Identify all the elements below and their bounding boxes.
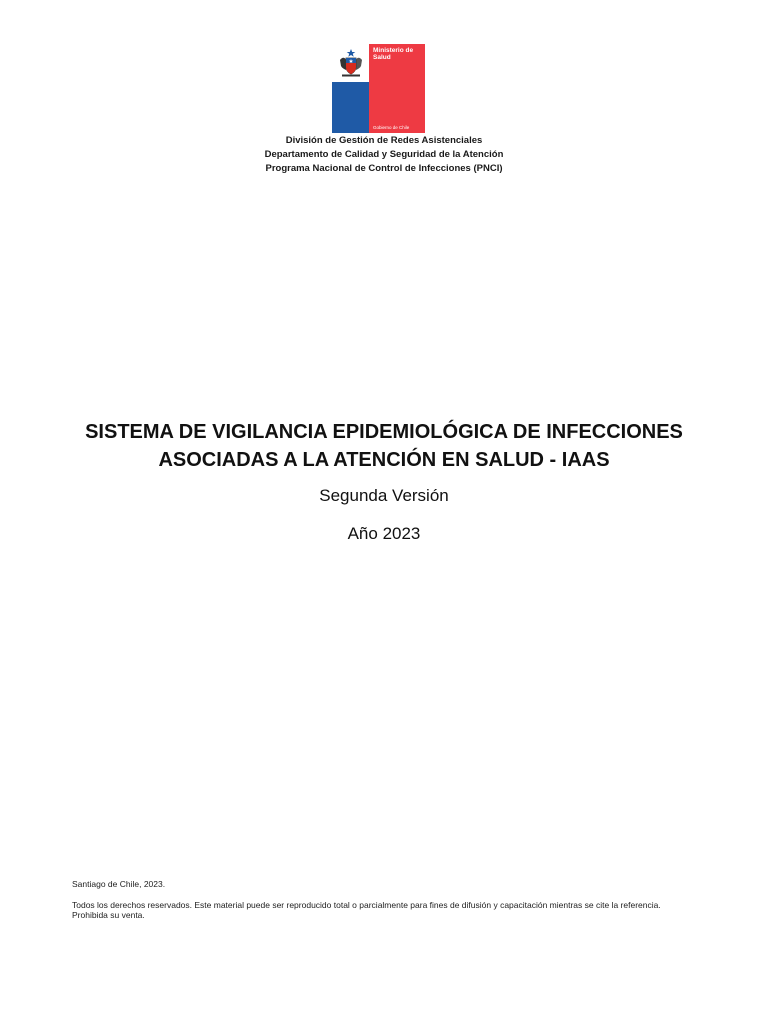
ministry-logo <box>332 44 425 133</box>
division-line: División de Gestión de Redes Asistenciales <box>285 135 483 146</box>
rights-line-1: Todos los derechos reservados. Este material puede ser reproducido total o parcialmente para fines de difusión y capacitación mientras se cite la referencia. <box>72 900 661 910</box>
logo-red-block <box>369 44 425 133</box>
document-year: Año 2023 <box>347 524 421 543</box>
logo-flag-column <box>332 44 369 133</box>
place-date: Santiago de Chile, 2023. <box>72 879 166 889</box>
program-line: Programa Nacional de Control de Infecciones (PNCI) <box>265 163 503 174</box>
title-line-2: ASOCIADAS A LA ATENCIÓN EN SALUD - IAAS <box>158 449 610 471</box>
rights-line-2: Prohibida su venta. <box>72 910 145 920</box>
document-version: Segunda Versión <box>319 486 449 505</box>
logo-crest-area <box>332 44 369 82</box>
document-title <box>40 418 728 474</box>
department-line: Departamento de Calidad y Seguridad de la Atención <box>264 149 504 160</box>
logo-government-text: Gobierno de Chile <box>373 125 410 130</box>
institution-header <box>0 134 768 176</box>
logo-blue-band <box>332 82 369 133</box>
title-line-1: SISTEMA DE VIGILANCIA EPIDEMIOLÓGICA DE INFECCIONES <box>85 421 683 443</box>
rights-notice <box>72 900 712 920</box>
coat-of-arms-icon <box>336 48 366 78</box>
logo-ministry-text: Ministerio de Salud <box>373 47 414 61</box>
